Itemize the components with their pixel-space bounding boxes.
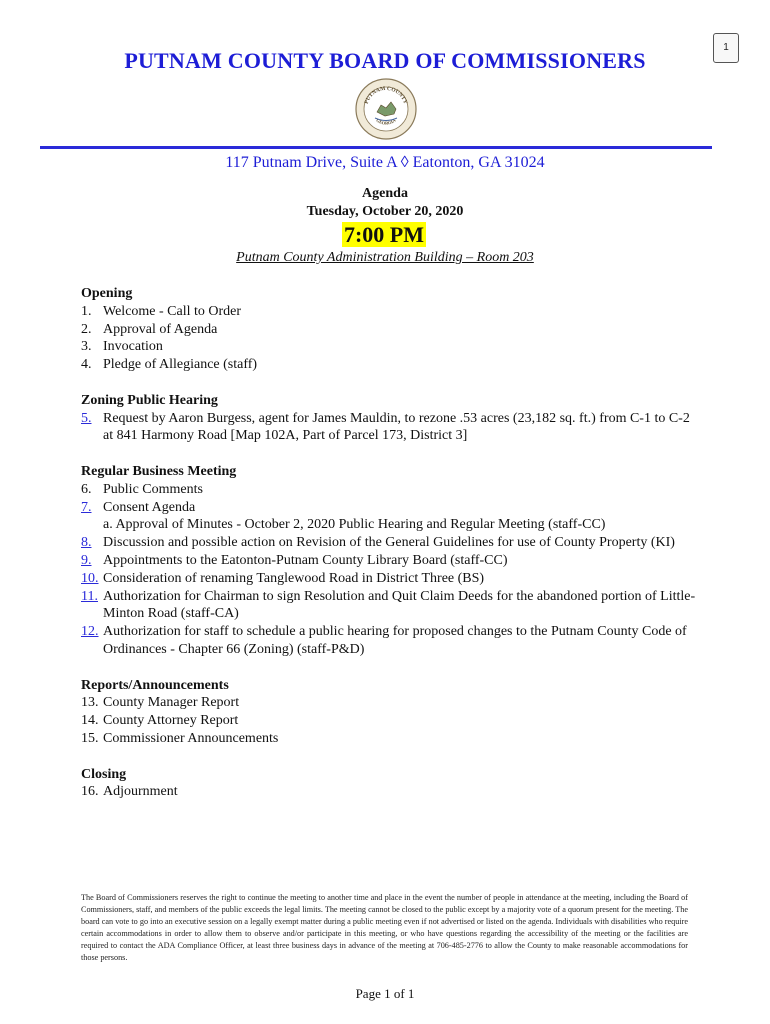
item-number-link[interactable]: 10. [81, 570, 99, 586]
agenda-item [81, 338, 701, 356]
item-text: Consent Agenda [103, 499, 196, 515]
meeting-disclaimer: The Board of Commissioners reserves the right to continue the meeting to another time and place in the event the number of people in attendance at the meeting, including the Board of Commissioners, staff, and members of the public exceeds the legal limits. The meeting cannot be closed to the public except by a majority vote of a quorum present for the meeting. The board can vote to go into an executive session on a legally exempt matter during a public meeting even if not advertised or listed on the agenda. Individuals with disabilities who require certain accommodations in order to allow them to observe and/or participate in this meeting, or who have questions regarding the accessibility of the meeting or the facilities are required to contact the ADA Compliance Officer, at least three business days in advance of the meeting at 706-485-2776 to allow the County to make reasonable accommodations for those persons. [81, 893, 688, 963]
item-text: Commissioner Announcements [103, 730, 279, 746]
agenda-item [81, 499, 701, 517]
section-zoning-title: Zoning Public Hearing [81, 392, 218, 408]
item-text: County Manager Report [103, 695, 240, 711]
section-closing-title: Closing [81, 766, 127, 782]
item-number: 3. [81, 339, 92, 355]
item-text: Request by Aaron Burgess, agent for James Mauldin, to rezone .53 acres (23,182 sq. ft.) from C-1 to C-2 at 841 Harmony Road [Map 102A, Part of Parcel 173, District 3] [103, 410, 690, 444]
agenda-item [81, 588, 701, 624]
item-text: Consideration of renaming Tanglewood Road in District Three (BS) [103, 570, 485, 586]
meeting-time: 7:00 PM [343, 222, 425, 247]
item-number: 6. [81, 481, 92, 497]
item-text: Approval of Agenda [103, 321, 218, 337]
agenda-item [81, 730, 701, 748]
agenda-item [81, 321, 701, 339]
section-reports-title: Reports/Announcements [81, 677, 229, 693]
item-text: County Attorney Report [103, 713, 239, 729]
agenda-item [81, 481, 701, 499]
item-text: Appointments to the Eatonton-Putnam County Library Board (staff-CC) [103, 552, 508, 568]
item-text: Authorization for staff to schedule a public hearing for proposed changes to the Putnam County Code of Ordinances - Chapter 66 (Zoning) (staff-P&D) [103, 624, 687, 657]
seal-bottom-text: GEORGIA [375, 117, 397, 126]
item-text: Welcome - Call to Order [103, 303, 242, 319]
item-text: Invocation [103, 339, 163, 355]
page-footer: Page 1 of 1 [355, 986, 415, 1001]
agenda-item [81, 303, 701, 321]
item-number: 16. [81, 784, 99, 800]
item-number-link[interactable]: 7. [81, 499, 92, 515]
agenda-item [81, 410, 701, 446]
meeting-date: Tuesday, October 20, 2020 [306, 204, 464, 219]
agenda-item [81, 694, 701, 712]
item-text: Authorization for Chairman to sign Resolution and Quit Claim Deeds for the abandoned portion of Little-Minton Road (staff-CA) [103, 588, 696, 622]
item-number: 13. [81, 695, 99, 711]
item-text: Discussion and possible action on Revision of the General Guidelines for use of County Property (KI) [103, 535, 675, 551]
seal-top-text: PUTNAM COUNTY [363, 85, 409, 105]
section-opening-title: Opening [81, 286, 133, 301]
item-text: Public Comments [103, 481, 203, 497]
page-title: PUTNAM COUNTY BOARD OF COMMISSIONERS [124, 48, 646, 73]
item-number-link[interactable]: 9. [81, 552, 92, 568]
item-number-link[interactable]: 11. [81, 588, 98, 604]
agenda-item [81, 623, 701, 659]
header-divider [40, 146, 712, 149]
agenda-item [81, 552, 701, 570]
item-text: Adjournment [103, 784, 178, 800]
agenda-item [81, 534, 701, 552]
office-address: 117 Putnam Drive, Suite A ◊ Eatonton, GA 31024 [225, 154, 545, 171]
item-text: Pledge of Allegiance (staff) [103, 357, 258, 373]
agenda-body [81, 285, 701, 801]
item-number-link[interactable]: 5. [81, 410, 92, 426]
meeting-location: Putnam County Administration Building – Room 203 [236, 250, 534, 265]
county-seal-logo [355, 78, 417, 140]
agenda-subitem: a. Approval of Minutes - October 2, 2020 Public Hearing and Regular Meeting (staff-CC) [103, 517, 606, 533]
item-number: 4. [81, 357, 92, 373]
item-number: 1. [81, 303, 92, 319]
agenda-item [81, 712, 701, 730]
agenda-item [81, 570, 701, 588]
item-number-link[interactable]: 12. [81, 624, 99, 640]
agenda-item [81, 356, 701, 374]
item-number: 2. [81, 321, 92, 337]
page-number-badge: 1 [713, 33, 739, 63]
item-number: 14. [81, 713, 99, 729]
agenda-label: Agenda [362, 186, 408, 201]
item-number-link[interactable]: 8. [81, 535, 92, 551]
agenda-item [81, 783, 701, 801]
section-regular-title: Regular Business Meeting [81, 463, 237, 479]
item-number: 15. [81, 730, 99, 746]
